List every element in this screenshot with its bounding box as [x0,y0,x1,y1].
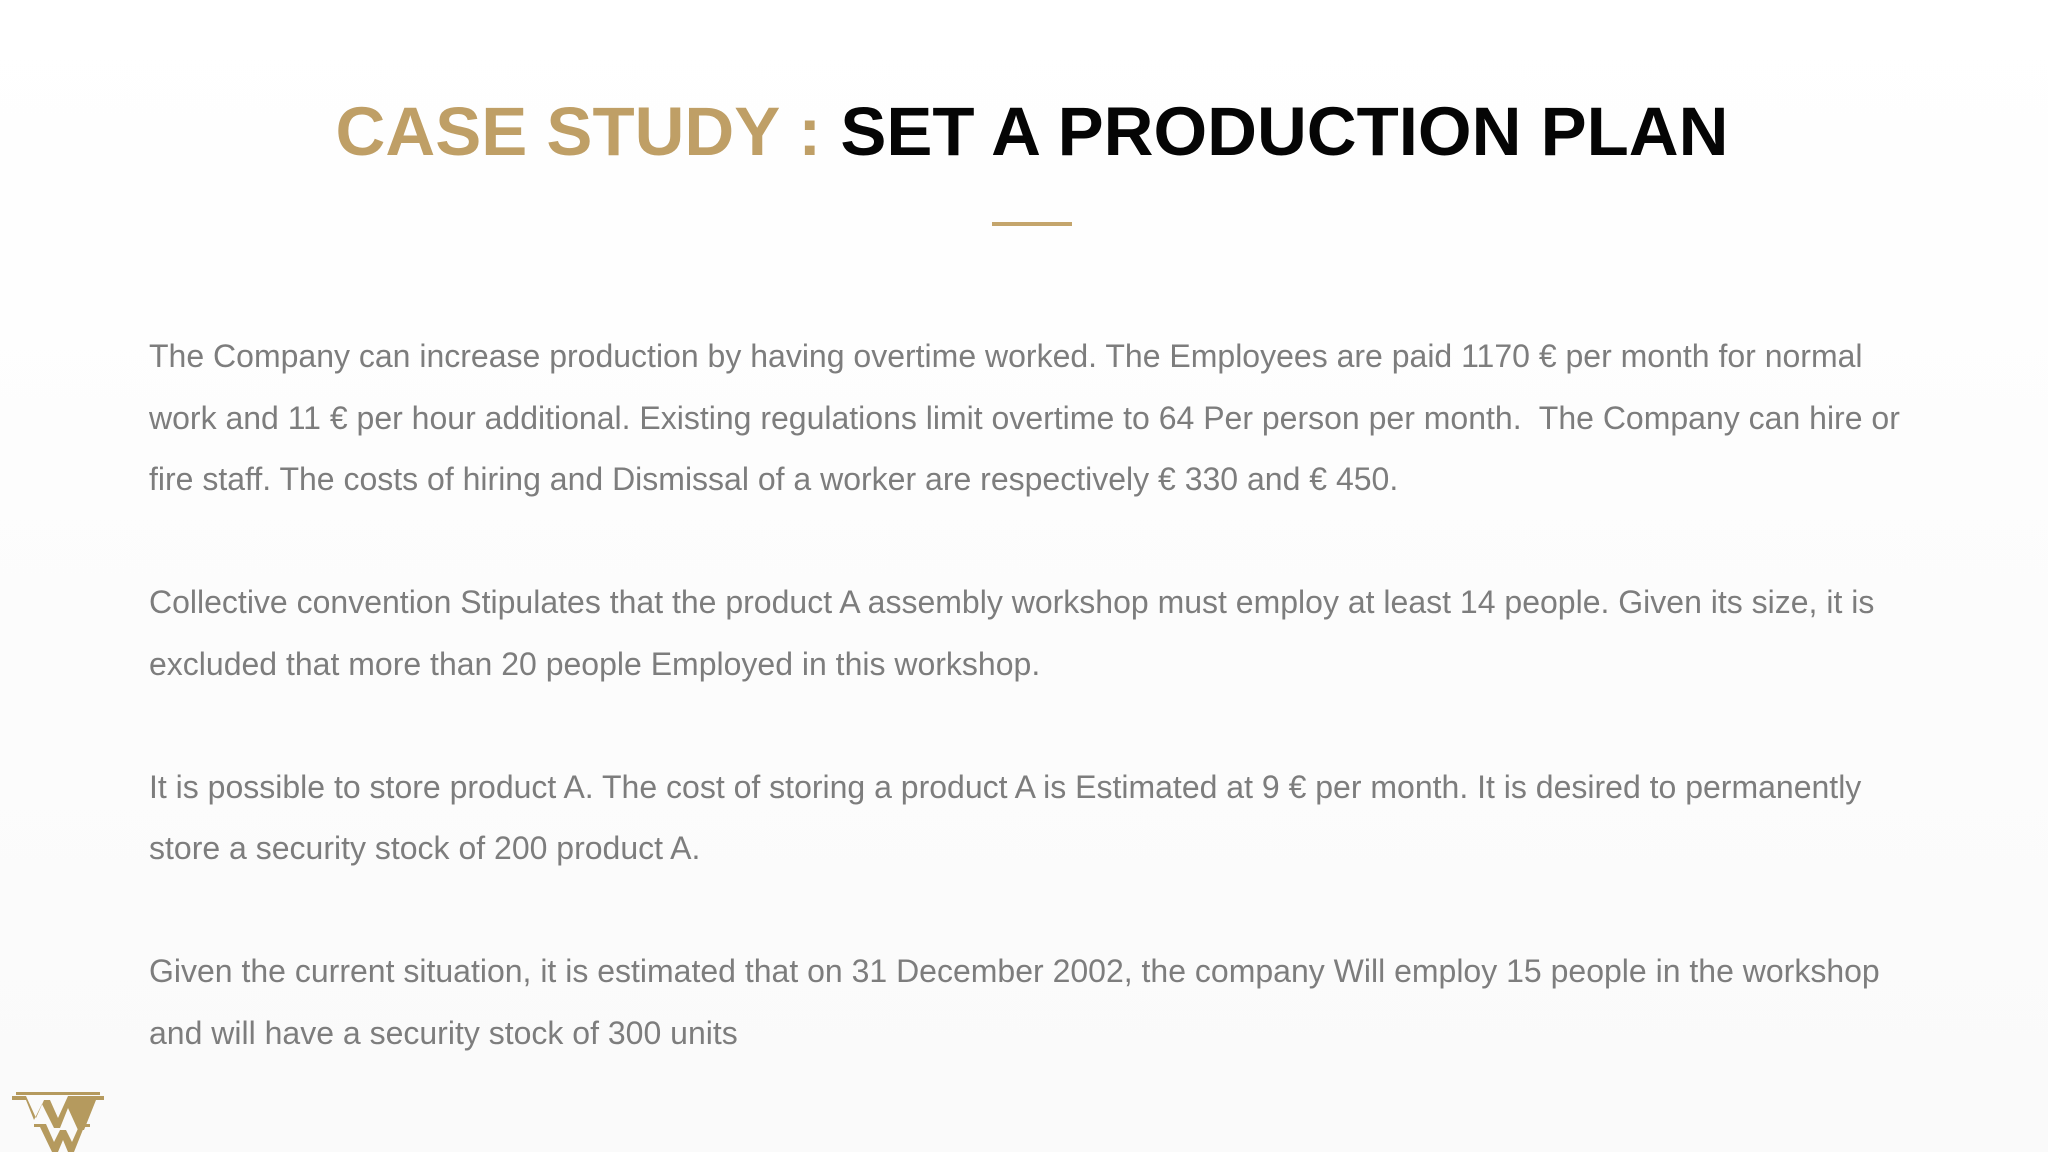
slide-title [0,92,2048,172]
body-text [149,326,1929,1064]
paragraph-workshop-staffing: Collective convention Stipulates that the product A assembly workshop must employ at least 14 people. Given its size, it is excluded that more than 20 people Employed in this workshop. [149,584,1884,682]
monogram-logo-icon [12,1090,104,1152]
paragraph-current-situation: Given the current situation, it is estimated that on 31 December 2002, the company Will employ 15 people in the workshop and will have a security stock of 300 units [149,953,1889,1051]
paragraph-overtime-costs: The Company can increase production by having overtime worked. The Employees are paid 1170 € per month for normal work and 11 € per hour additional. Existing regulations limit overtime to 64 Per person per month. The Company can hire or fire staff. The costs of hiring and Dismissal of a worker are respectively € 330 and € 450. [149,338,1909,497]
title-main: SET A PRODUCTION PLAN [840,93,1729,170]
paragraph-storage-costs: It is possible to store product A. The cost of storing a product A is Estimated at 9 € per month. It is desired to permanently store a security stock of 200 product A. [149,768,1871,866]
title-prefix: CASE STUDY : [335,93,841,170]
title-divider [992,222,1072,226]
